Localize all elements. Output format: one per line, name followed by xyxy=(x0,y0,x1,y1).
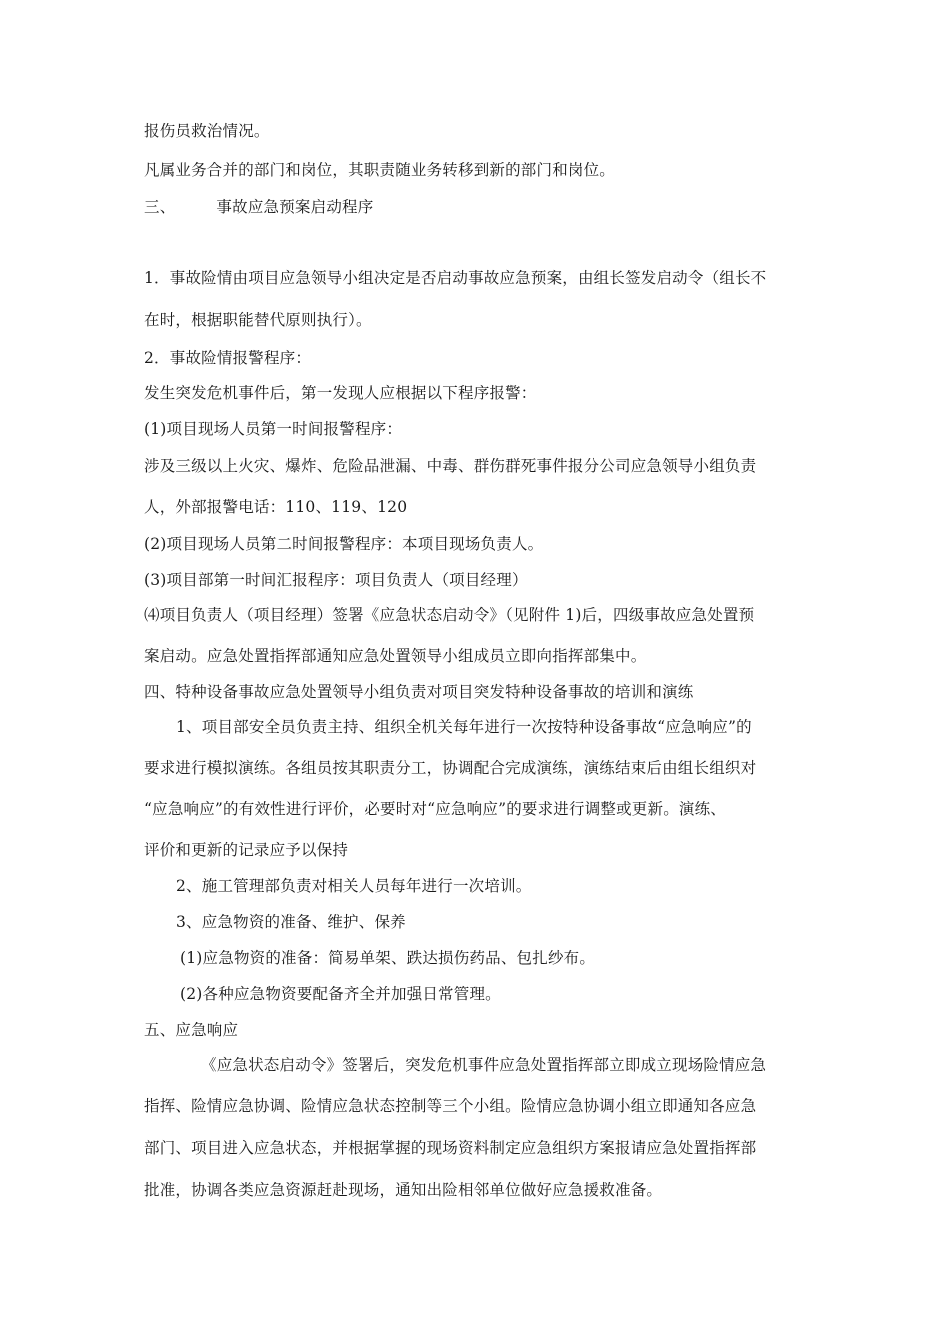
paragraph-line: (2)项目现场人员第二时间报警程序：本项目现场负责人。 xyxy=(144,535,544,553)
paragraph-line: 在时，根据职能替代原则执行）。 xyxy=(144,311,372,329)
paragraph-line: (3)项目部第一时间汇报程序：项目负责人（项目经理） xyxy=(144,571,528,589)
paragraph-line: 指挥、险情应急协调、险情应急状态控制等三个小组。险情应急协调小组立即通知各应急 xyxy=(144,1097,757,1115)
paragraph-line: 发生突发危机事件后，第一发现人应根据以下程序报警： xyxy=(144,384,537,402)
paragraph-line: 要求进行模拟演练。各组员按其职责分工，协调配合完成演练，演练结束后由组长组织对 xyxy=(144,759,757,777)
section-heading: 五、应急响应 xyxy=(144,1021,239,1039)
section-heading: 三、 事故应急预案启动程序 xyxy=(144,198,374,216)
paragraph-line: 批准，协调各类应急资源赶赴现场，通知出险相邻单位做好应急援救准备。 xyxy=(144,1181,663,1199)
paragraph-line: 3、应急物资的准备、维护、保养 xyxy=(176,913,406,931)
paragraph-line: (1)应急物资的准备：简易单架、跌达损伤药品、包扎纱布。 xyxy=(180,949,596,967)
paragraph-line: 部门、项目进入应急状态，并根据掌握的现场资料制定应急组织方案报请应急处置指挥部 xyxy=(144,1139,757,1157)
paragraph-line: 涉及三级以上火灾、爆炸、危险品泄漏、中毒、群伤群死事件报分公司应急领导小组负责 xyxy=(144,457,757,475)
paragraph-line: (2)各种应急物资要配备齐全并加强日常管理。 xyxy=(180,985,501,1003)
paragraph-line: 评价和更新的记录应予以保持 xyxy=(144,841,349,859)
paragraph-line: ⑷项目负责人（项目经理）签署《应急状态启动令》（见附件 1)后，四级事故应急处置预 xyxy=(144,606,755,624)
paragraph-line: 案启动。应急处置指挥部通知应急处置领导小组成员立即向指挥部集中。 xyxy=(144,647,647,665)
section-heading: 四、特种设备事故应急处置领导小组负责对项目突发特种设备事故的培训和演练 xyxy=(144,683,694,701)
paragraph-line: 1、项目部安全员负责主持、组织全机关每年进行一次按特种设备事故“应急响应”的 xyxy=(176,718,752,736)
paragraph-line: 《应急状态启动令》签署后，突发危机事件应急处置指挥部立即成立现场险情应急 xyxy=(201,1056,767,1074)
paragraph-line: 人，外部报警电话：110、119、120 xyxy=(144,498,408,516)
paragraph-line: 2．事故险情报警程序： xyxy=(144,349,312,367)
paragraph-line: 1．事故险情由项目应急领导小组决定是否启动事故应急预案，由组长签发启动令（组长不 xyxy=(144,269,767,287)
paragraph-line: (1)项目现场人员第一时间报警程序： xyxy=(144,420,403,438)
paragraph-line: 凡属业务合并的部门和岗位，其职责随业务转移到新的部门和岗位。 xyxy=(144,161,616,179)
paragraph-line: 2、施工管理部负责对相关人员每年进行一次培训。 xyxy=(176,877,532,895)
paragraph-line: 报伤员救治情况。 xyxy=(144,122,270,140)
paragraph-line: “应急响应”的有效性进行评价，必要时对“应急响应”的要求进行调整或更新。演练、 xyxy=(144,800,726,818)
